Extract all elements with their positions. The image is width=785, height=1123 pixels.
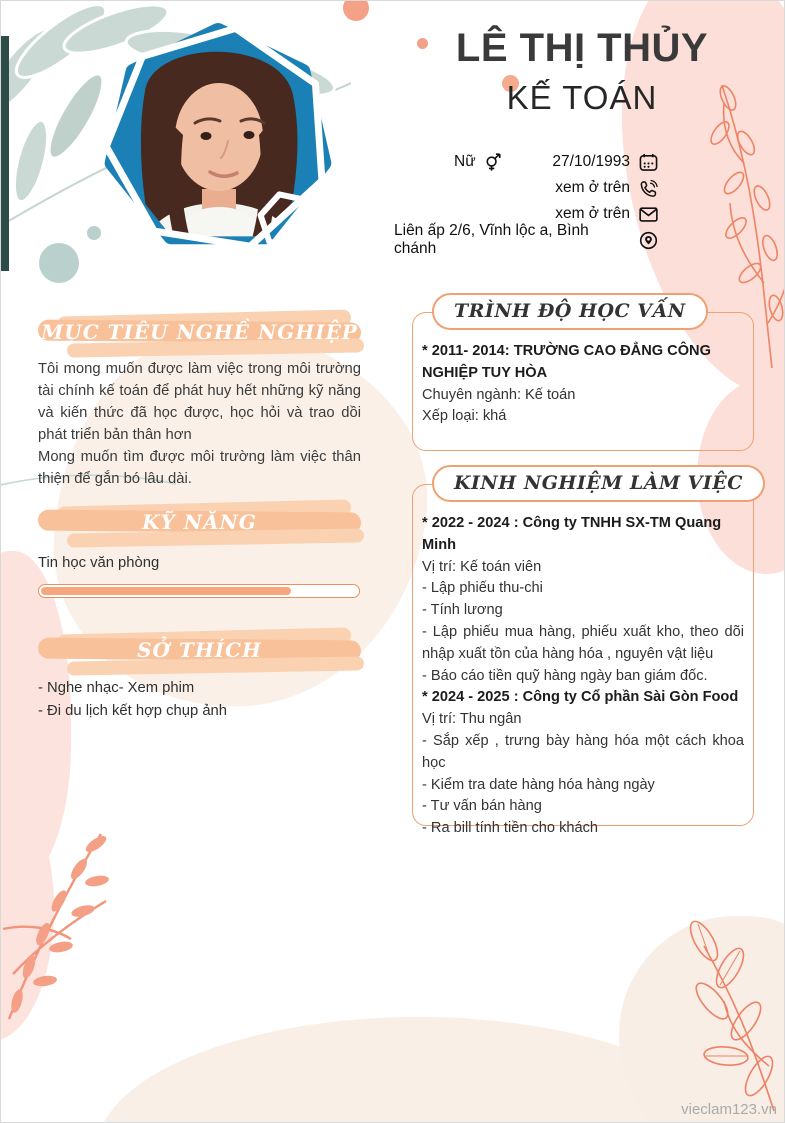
teal-edge-bar xyxy=(1,36,9,271)
experience-line: Vị trí: Kế toán viên xyxy=(422,558,542,575)
hobby-list xyxy=(38,677,361,722)
skill-progress-bar xyxy=(38,584,360,598)
email-value: xem ở trên xyxy=(555,205,630,222)
hobby-item: - Nghe nhạc- Xem phim xyxy=(38,680,195,696)
education-heading: TRÌNH ĐỘ HỌC VẤN xyxy=(432,293,708,330)
skill-name: Tin học văn phòng xyxy=(38,555,160,571)
skill-progress-fill xyxy=(41,587,291,595)
education-entry-title: * 2011- 2014: TRƯỜNG CAO ĐẲNG CÔNG NGHIỆP TUY HÒA xyxy=(422,343,711,381)
location-icon xyxy=(639,231,658,250)
phone-icon xyxy=(639,179,658,198)
info-row-gender-dob xyxy=(394,152,658,172)
job-title: KẾ TOÁN xyxy=(506,79,658,116)
objective-paragraph: Tôi mong muốn được làm việc trong môi trường tài chính kế toán để phát huy hết những kỹ năng và kiến thức đã học được, học hỏi và trao dồi phát triển bản thân hơn xyxy=(38,361,361,443)
teal-dot-large xyxy=(39,243,79,283)
section-header-objective xyxy=(38,312,361,352)
education-box xyxy=(412,312,754,451)
experience-entry-title: * 2022 - 2024 : Công ty TNHH SX-TM Quang Minh xyxy=(422,515,722,553)
hobbies-heading: SỞ THÍCH xyxy=(137,638,262,662)
education-line: Xếp loại: khá xyxy=(422,408,507,425)
gender-icon xyxy=(484,153,503,172)
candidate-name: LÊ THỊ THỦY xyxy=(455,26,709,70)
objective-heading: MỤC TIÊU NGHỀ NGHIỆP xyxy=(41,320,358,344)
info-row-address xyxy=(394,222,658,257)
experience-line: - Tư vấn bán hàng xyxy=(422,798,542,815)
address-value: Liên ấp 2/6, Vĩnh lộc a, Bình chánh xyxy=(394,222,589,257)
personal-info xyxy=(394,152,658,256)
profile-photo xyxy=(83,11,353,281)
dob-value: 27/10/1993 xyxy=(552,153,630,170)
section-header-hobbies xyxy=(38,630,361,670)
experience-line: - Tính lương xyxy=(422,602,503,619)
coral-branch-bottom-right xyxy=(674,906,784,1116)
experience-line: - Lập phiếu mua hàng, phiếu xuất kho, theo dõi nhập xuất tồn của hàng hóa , nguyên vật liệu xyxy=(422,623,744,662)
objective-paragraph: Mong muốn tìm được môi trường làm việc thân thiện để gắn bó lâu dài. xyxy=(38,448,361,487)
experience-heading: KINH NGHIỆM LÀM VIỆC xyxy=(432,465,765,502)
skills-heading: KỸ NĂNG xyxy=(142,510,257,534)
phone-value: xem ở trên xyxy=(555,179,630,196)
experience-line: - Sắp xếp , trưng bày hàng hóa một cách khoa học xyxy=(422,732,744,771)
experience-line: - Lập phiếu thu-chi xyxy=(422,580,543,597)
hobby-item: - Đi du lịch kết hợp chụp ảnh xyxy=(38,702,228,719)
info-row-phone xyxy=(394,178,658,198)
experience-box xyxy=(412,484,754,837)
info-row-email xyxy=(394,204,658,224)
email-icon xyxy=(639,205,658,224)
objective-text xyxy=(38,359,361,490)
experience-line: - Ra bill tính tiền cho khách xyxy=(422,820,599,837)
salmon-branch-bottom-left xyxy=(1,809,116,1024)
education-line: Chuyên ngành: Kế toán xyxy=(422,386,576,403)
experience-line: - Báo cáo tiền quỹ hàng ngày ban giám đốc. xyxy=(422,667,708,684)
experience-line: - Kiểm tra date hàng hóa hàng ngày xyxy=(422,776,655,793)
section-header-skills xyxy=(38,502,361,542)
gender-value: Nữ xyxy=(454,153,476,170)
calendar-icon xyxy=(639,153,658,172)
experience-line: Vị trí: Thu ngân xyxy=(422,711,522,728)
experience-entry-title: * 2024 - 2025 : Công ty Cổ phần Sài Gòn Food xyxy=(422,689,739,706)
site-watermark: vieclam123.vn xyxy=(681,1101,777,1118)
